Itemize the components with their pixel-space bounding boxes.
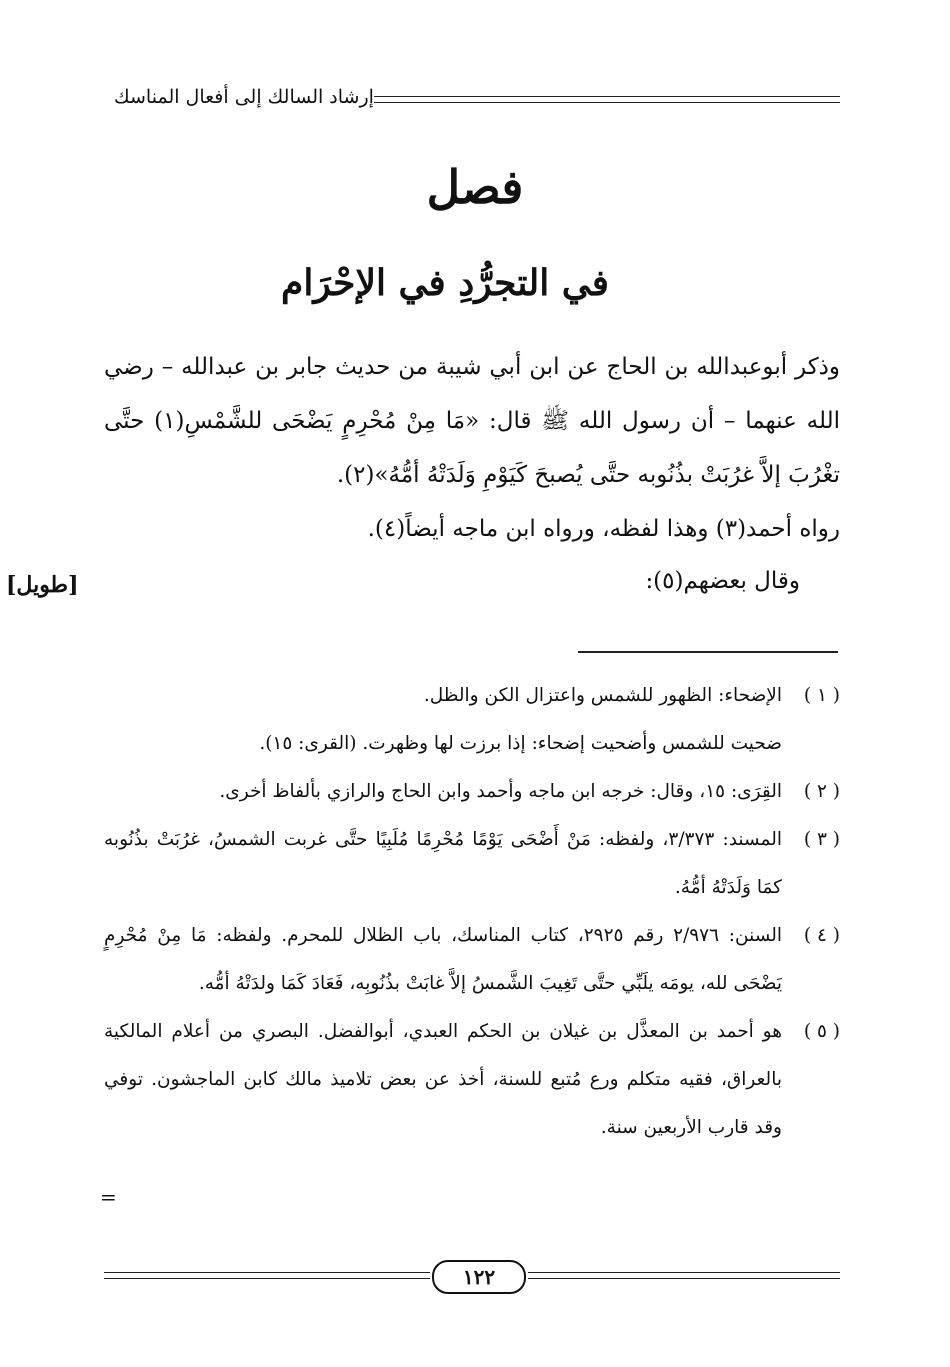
footnote xyxy=(104,816,840,912)
running-title: إرشاد السالك إلى أفعال المناسك xyxy=(114,86,374,108)
poem-intro-line: وقال بعضهم(٥): xyxy=(645,568,800,594)
running-header xyxy=(104,82,840,112)
footer-rule-right xyxy=(528,1272,840,1279)
body-text xyxy=(104,340,840,556)
footnote xyxy=(104,672,840,720)
footnote-number: ( ١ ) xyxy=(803,685,840,706)
footnote xyxy=(104,912,840,1008)
footnote-number: ( ٣ ) xyxy=(803,829,840,850)
footnote xyxy=(104,720,840,768)
footnote-text: الإضحاء: الظهور للشمس واعتزال الكن والظل. xyxy=(423,685,782,706)
page-number: ١٢٢ xyxy=(432,1260,526,1294)
footnote-separator xyxy=(578,651,838,653)
footnote-text: ضحيت للشمس وأضحيت إضحاء: إذا برزت لها وظهرت. (القرى: ١٥). xyxy=(259,733,782,754)
footnote-number: ( ٥ ) xyxy=(803,1021,840,1042)
footnote-number: ( ٢ ) xyxy=(803,781,840,802)
footnotes xyxy=(104,672,840,1152)
body-paragraph: وذكر أبوعبدالله بن الحاج عن ابن أبي شيبة من حديث جابر بن عبدالله – رضي الله عنهما – أن رسول الله ﷺ قال: «مَا مِنْ مُحْرِمٍ يَضْحَى للشَّمْسِ(١) حتَّى تغْرُبَ إلاَّ غرُبَتْ بذُنُوبه حتَّى يُصبحَ كَيَوْمِ وَلَدَتْهُ أمُّهُ»(٢). xyxy=(104,354,840,488)
footnote-number: ( ٤ ) xyxy=(803,925,840,946)
meter-tag: [طويل] xyxy=(6,572,79,598)
section-subtitle: في التجرُّدِ في الإحْرَام xyxy=(281,262,609,304)
footnote-text: القِرَى: ١٥، وقال: خرجه ابن ماجه وأحمد وابن الحاج والرازي بألفاظ أخرى. xyxy=(219,781,782,802)
footnote xyxy=(104,768,840,816)
footnote-text: السنن: ٢/٩٧٦ رقم ٢٩٢٥، كتاب المناسك، باب الظلال للمحرم. ولفظه: مَا مِنْ مُحْرِمٍ يَضْحَى لله، يومَه يلَبِّي حتَّى تَغِيبَ الشَّمسُ إلاَّ غابَتْ بذُنُوبِه، فَعَادَ كَمَا ولدَتْهُ أمُّه. xyxy=(104,925,782,994)
footnote-text: هو أحمد بن المعذَّل بن غيلان بن الحكم العبدي، أبوالفضل. البصري من أعلام المالكية بالعراق، فقيه متكلم ورع مُتبع للسنة، أخذ عن بعض تلاميذ مالك كابن الماجشون. توفي وقد قارب الأربعين سنة. xyxy=(104,1021,782,1138)
body-paragraph: رواه أحمد(٣) وهذا لفظه، ورواه ابن ماجه أيضاً(٤). xyxy=(367,516,840,542)
footer-rule-left xyxy=(104,1272,430,1279)
footnote-number xyxy=(782,720,840,768)
header-rule xyxy=(374,96,840,103)
section-title: فصل xyxy=(426,160,524,214)
footnote xyxy=(104,1008,840,1152)
footnote-continuation-mark: = xyxy=(100,1185,117,1209)
footnote-text: المسند: ٣/٣٧٣، ولفظه: مَنْ أَضْحَى يَوْمًا مُحْرِمًا مُلَبِيًا حتَّى غربت الشمسُ، غرُبَتْ بذُنُوبه كمَا وَلَدَتْهُ أمُّهُ. xyxy=(104,829,782,898)
